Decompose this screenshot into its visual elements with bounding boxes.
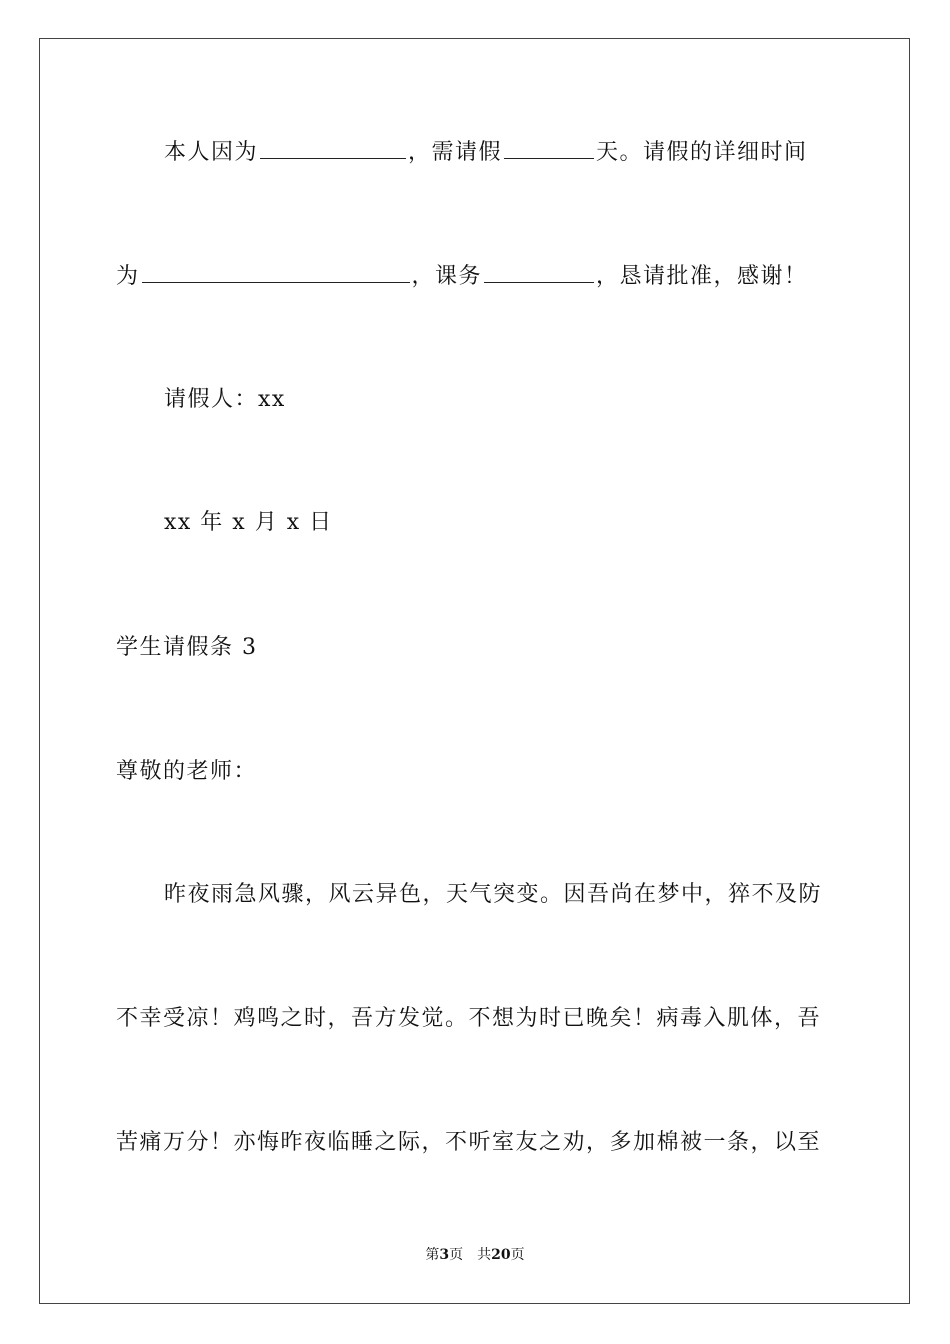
- page-total: 20: [491, 1247, 511, 1263]
- text-segment: ，恳请批准，感谢！: [596, 264, 808, 289]
- body-line: 不幸受凉！鸡鸣之时，吾方发觉。不想为时已晚矣！病毒入肌体，吾: [116, 1006, 822, 1031]
- text-segment: 本人因为: [164, 140, 259, 165]
- leave-time-line: [116, 260, 808, 292]
- section-heading: 学生请假条 3: [116, 635, 258, 660]
- salutation: 尊敬的老师：: [116, 759, 258, 784]
- coursework-blank[interactable]: [484, 260, 594, 283]
- days-blank[interactable]: [504, 136, 594, 159]
- date-line: xx 年 x 月 x 日: [164, 510, 333, 535]
- page-frame: [39, 38, 910, 1304]
- page-footer: [0, 1245, 950, 1265]
- reason-blank[interactable]: [260, 136, 406, 159]
- footer-total-suffix: 页: [510, 1247, 525, 1263]
- body-line: 昨夜雨急风骤，风云异色，天气突变。因吾尚在梦中，猝不及防: [164, 882, 823, 907]
- time-blank[interactable]: [142, 260, 410, 283]
- applicant-line: 请假人：xx: [164, 387, 286, 412]
- footer-page-suffix: 页: [449, 1247, 464, 1263]
- footer-prefix: 第: [425, 1247, 440, 1263]
- leave-reason-line: [164, 136, 808, 168]
- page-number: 3: [439, 1247, 450, 1263]
- text-segment: ，需请假: [408, 140, 503, 165]
- body-line: 苦痛万分！亦悔昨夜临睡之际，不听室友之劝，多加棉被一条，以至: [116, 1130, 822, 1155]
- text-segment: ，课务: [411, 264, 483, 289]
- footer-total-prefix: 共: [477, 1247, 492, 1263]
- text-segment: 天。请假的详细时间: [596, 140, 808, 165]
- text-segment: 为: [116, 264, 140, 289]
